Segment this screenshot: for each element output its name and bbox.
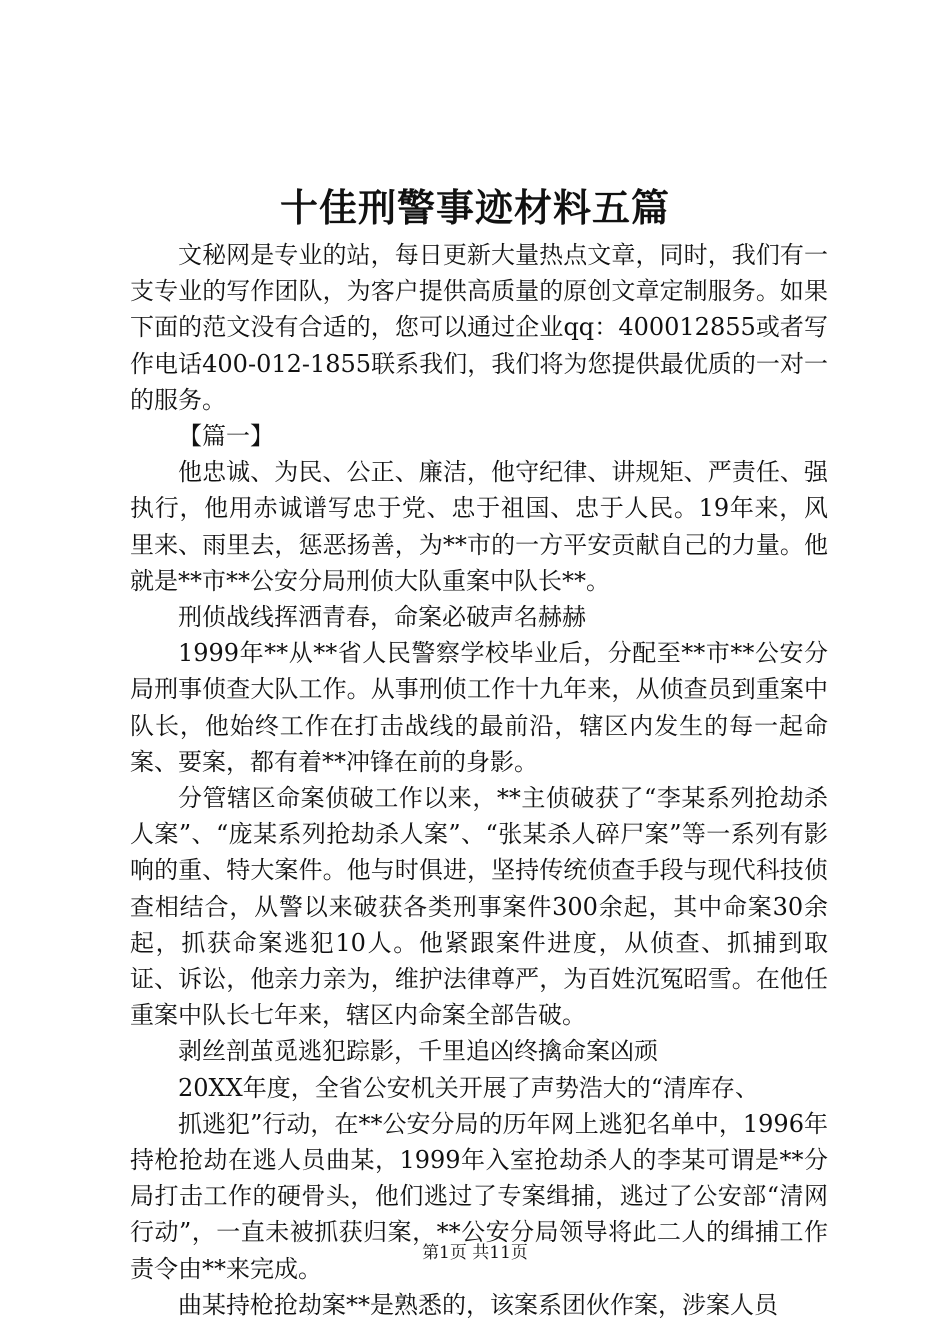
body-paragraph: 他忠诚、为民、公正、廉洁，他守纪律、讲规矩、严责任、强执行，他用赤诚谱写忠于党、忠于祖国、忠于人民。19年来，风里来、雨里去，惩恶扬善，为**市的一方平安贡献自己的力量。他就是**市**公安分局刑侦大队重案中队长**。 [130,458,828,595]
document-body [130,237,828,1323]
body-paragraph: 曲某持枪抢劫案**是熟悉的，该案系团伙作案，涉案人员 [178,1290,778,1319]
section-heading: 【篇一】 [178,422,274,451]
body-paragraph: 分管辖区命案侦破工作以来，**主侦破获了“李某系列抢劫杀人案”、“庞某系列抢劫杀人案”、“张某杀人碎尸案”等一系列有影响的重、特大案件。他与时俱进，坚持传统侦查手段与现代科技侦查相结合，从警以来破获各类刑事案件300余起，其中命案30余起，抓获命案逃犯10人。他紧跟案件进度，从侦查、抓捕到取证、诉讼，他亲力亲为，维护法律尊严，为百姓沉冤昭雪。在他任重案中队长七年来，辖区内命案全部告破。 [130,784,828,1030]
document-title: 十佳刑警事迹材料五篇 [279,185,670,230]
sub-heading: 刑侦战线挥洒青春，命案必破声名赫赫 [178,603,586,632]
body-paragraph: 抓逃犯”行动，在**公安分局的历年网上逃犯名单中，1996年持枪抢劫在逃人员曲某，1999年入室抢劫杀人的李某可谓是**分局打击工作的硬骨头，他们逃过了专案缉捕，逃过了公安部“清网行动”，一直未被抓获归案，**公安分局领导将此二人的缉捕工作责令由**来完成。 [130,1109,828,1283]
body-paragraph: 1999年**从**省人民警察学校毕业后，分配至**市**公安分局刑事侦查大队工作。从事刑侦工作十九年来，从侦查员到重案中队长，他始终工作在打击战线的最前沿，辖区内发生的每一起命案、要案，都有着**冲锋在前的身影。 [130,639,828,776]
intro-paragraph: 文秘网是专业的站，每日更新大量热点文章，同时，我们有一支专业的写作团队，为客户提供高质量的原创文章定制服务。如果下面的范文没有合适的，您可以通过企业qq：400012855或者写作电话400-012-1855联系我们，我们将为您提供最优质的一对一的服务。 [130,241,828,414]
body-paragraph: 20XX年度，全省公安机关开展了声势浩大的“清库存、 [178,1073,759,1102]
sub-heading: 剥丝剖茧觅逃犯踪影，千里追凶终擒命案凶顽 [178,1037,658,1066]
page-number-footer: 第1页 共11页 [422,1243,528,1263]
